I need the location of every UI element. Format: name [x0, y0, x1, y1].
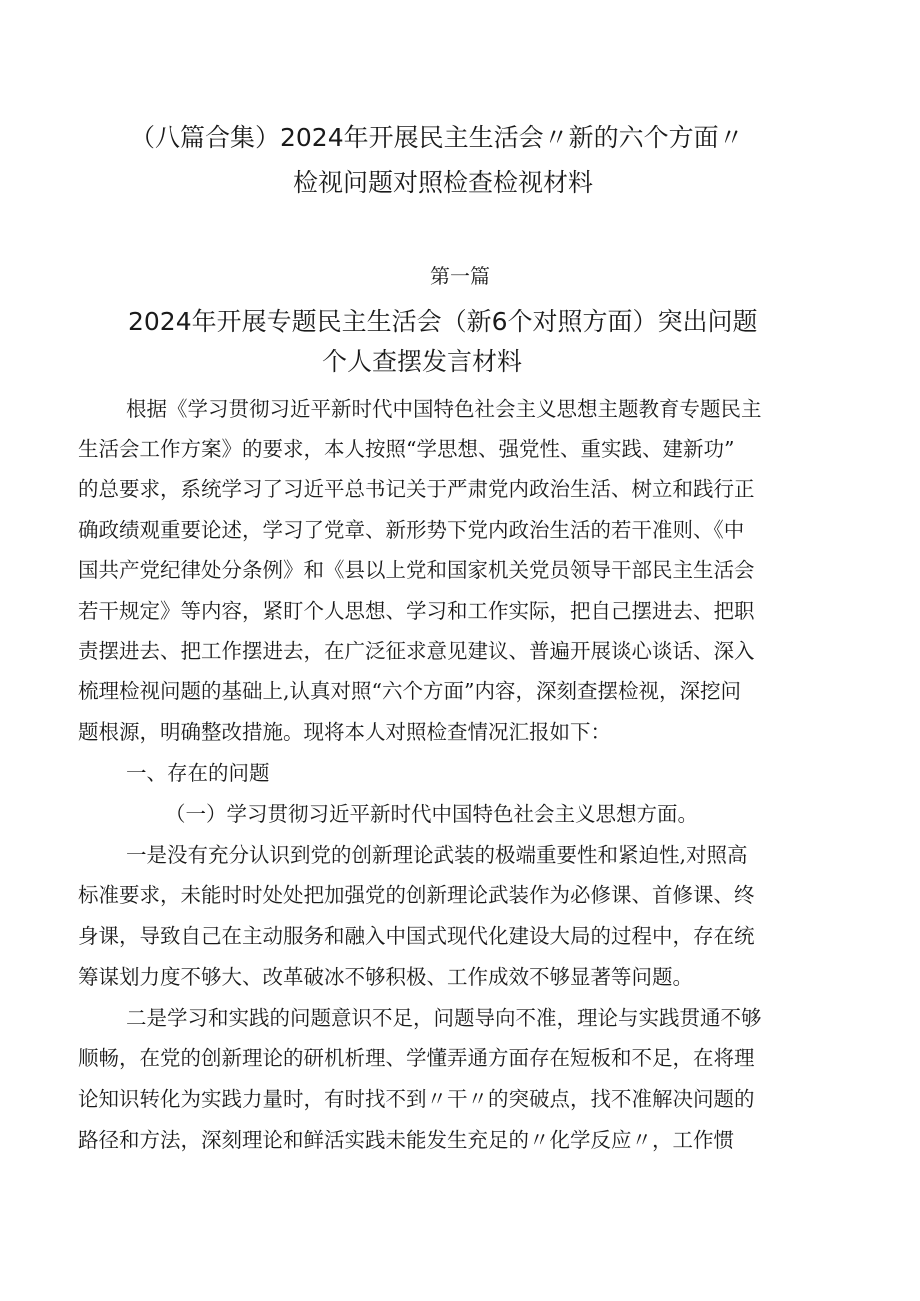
body-line: 一、存在的问题 — [126, 761, 270, 785]
body-line: 身课，导致自己在主动服务和融入中国式现代化建设大局的过程中，存在统 — [78, 924, 755, 948]
body-line: 的总要求，系统学习了习近平总书记关于严肃党内政治生活、树立和践行正 — [78, 477, 755, 501]
body-line: 若干规定》等内容，紧盯个人思想、学习和工作实际，把自己摆进去、把职 — [78, 599, 755, 623]
section-title-line-2: 个人查摆发言材料 — [322, 347, 523, 376]
body-line: 责摆进去、把工作摆进去，在广泛征求意见建议、普遍开展谈心谈话、深入 — [78, 639, 755, 663]
section-title-line-1: 2024年开展专题民主生活会（新6个对照方面）突出问题 — [128, 307, 758, 336]
body-line: 二是学习和实践的问题意识不足，问题导向不准，理论与实践贯通不够 — [126, 1006, 762, 1030]
body-line: 顺畅，在党的创新理论的研机析理、学懂弄通方面存在短板和不足，在将理 — [78, 1046, 755, 1070]
body-line: 梳理检视问题的基础上,认真对照“六个方面”内容，深刻查摆检视，深挖问 — [78, 679, 741, 703]
body-line: 确政绩观重要论述，学习了党章、新形势下党内政治生活的若干准则、《中 — [78, 518, 745, 542]
body-line: 筹谋划力度不够大、改革破冰不够积极、工作成效不够显著等问题。 — [78, 965, 693, 989]
body-line: 根据《学习贯彻习近平新时代中国特色社会主义思想主题教育专题民主 — [126, 397, 762, 421]
body-line: 生活会工作方案》的要求，本人按照“学思想、强党性、重实践、建新功” — [78, 437, 735, 461]
body-line: 题根源，明确整改措施。现将本人对照检查情况汇报如下： — [78, 720, 611, 744]
main-title-line-1: （八篇合集）2024年开展民主生活会〃新的六个方面〃 — [130, 123, 744, 152]
body-line: 国共产党纪律处分条例》和《县以上党和国家机关党员领导干部民主生活会 — [78, 558, 755, 582]
body-line: 路径和方法，深刻理论和鲜活实践未能发生充足的〃化学反应〃，工作惯 — [78, 1128, 734, 1152]
body-line: 一是没有充分认识到党的创新理论武装的极端重要性和紧迫性,对照高 — [126, 843, 748, 867]
section-label: 第一篇 — [430, 264, 490, 288]
main-title-line-2: 检视问题对照检查检视材料 — [293, 168, 594, 197]
body-line: 论知识转化为实践力量时，有时找不到〃干〃的突破点，找不准解决问题的 — [78, 1087, 755, 1111]
body-line: （一）学习贯彻习近平新时代中国特色社会主义思想方面。 — [165, 802, 698, 826]
body-line: 标准要求，未能时时处处把加强党的创新理论武装作为必修课、首修课、终 — [78, 883, 755, 907]
